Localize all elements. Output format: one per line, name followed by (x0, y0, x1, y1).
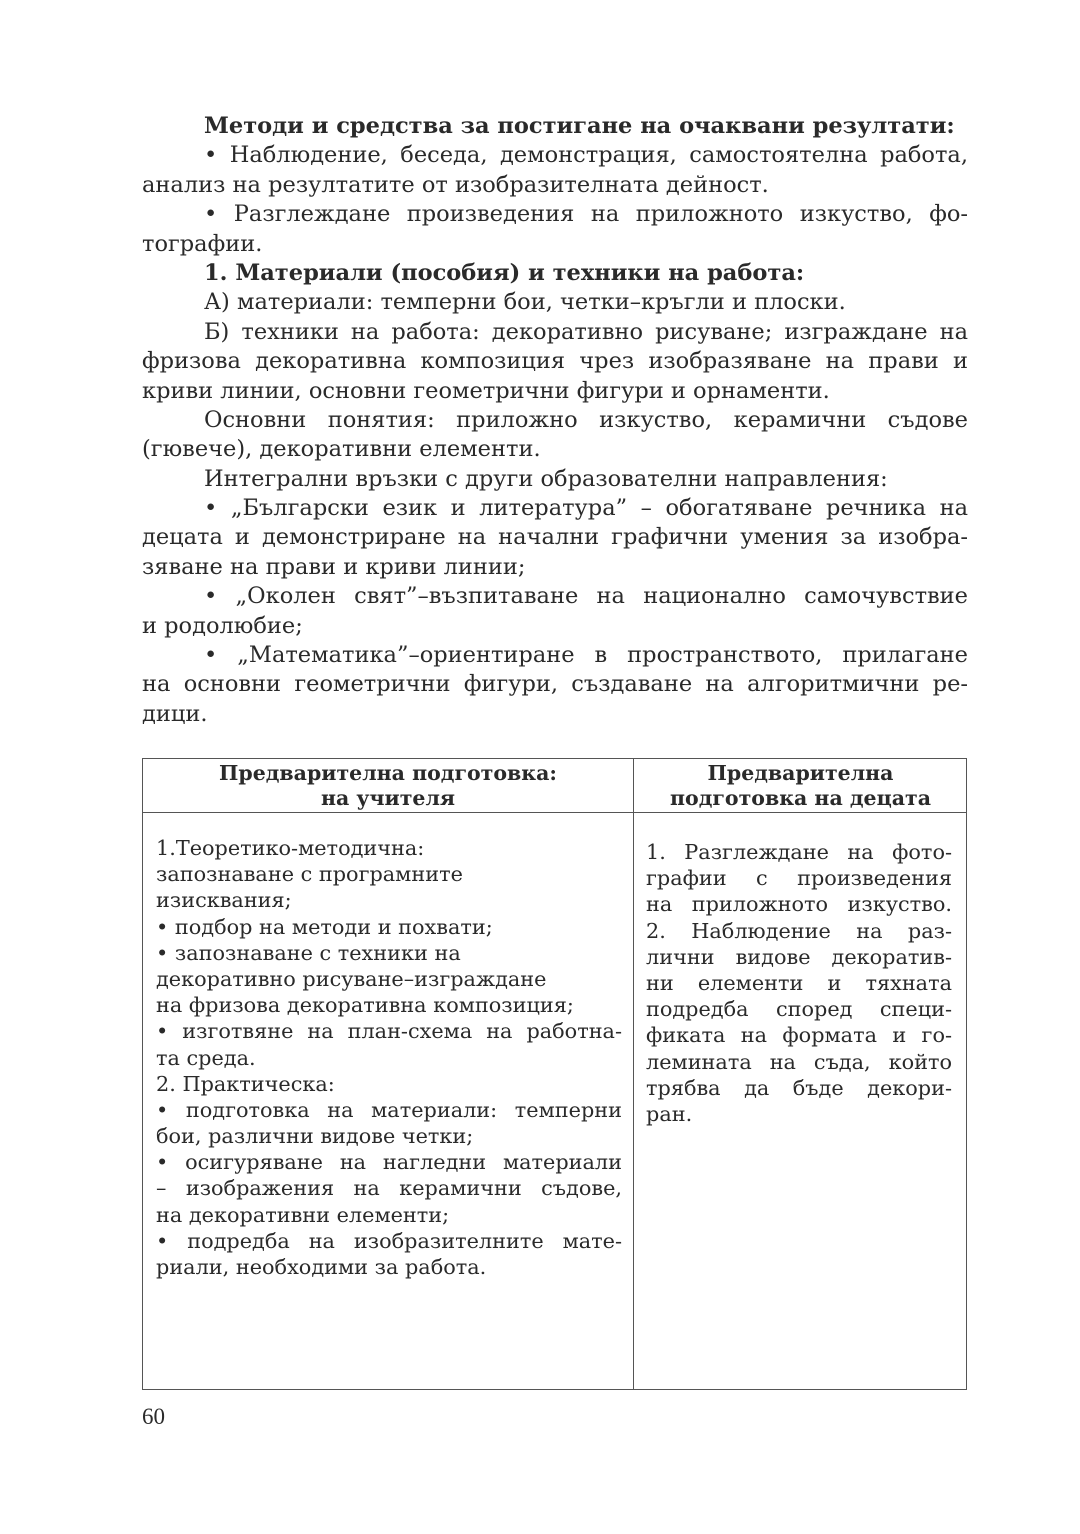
teacher-line: 2. Практическа: (156, 1071, 335, 1096)
techniques-line-3: криви линии, основни геометрични фигури и орнаменти. (142, 377, 830, 404)
methods-item-2-line-2: тографии. (142, 230, 263, 257)
header-teacher-line-1: Предварителна подготовка: (219, 761, 557, 785)
children-line: трябва да бъде декори- (646, 1075, 952, 1100)
children-line: лични видове декоратив- (646, 944, 952, 969)
children-line: фиката на формата и го- (646, 1023, 952, 1048)
teacher-line: • подредба на изобразителните мате- (156, 1228, 622, 1253)
teacher-line: изисквания; (156, 888, 292, 913)
teacher-line: запознаване с програмните (156, 862, 463, 887)
concepts-line-2: (гювече), декоративни елементи. (142, 436, 541, 463)
techniques-line-1: Б) техники на работа: декоративно рисуване; изграждане на (204, 318, 968, 345)
preparation-table (142, 758, 967, 1390)
children-line: графии с произведения (646, 866, 952, 891)
methods-item-1-line-1: • Наблюдение, беседа, демонстрация, самостоятелна работа, (204, 142, 968, 169)
methods-item-2-line-1: • Разглеждане произведения на приложното изкуство, фо- (204, 201, 968, 228)
teacher-line: декоративно рисуване–изграждане (156, 966, 547, 991)
header-children-line-1: Предварителна (707, 761, 894, 785)
concepts-line-1: Основни понятия: приложно изкуство, керамични съдове (204, 406, 968, 433)
children-line: лемината на съда, който (646, 1049, 952, 1074)
column-divider (633, 759, 634, 1389)
teacher-line: • подготовка на материали: темперни (156, 1097, 622, 1122)
children-cell (646, 839, 952, 1127)
teacher-line: – изображения на керамични съдове, (156, 1176, 622, 1201)
bg-line-3: зяване на прави и криви линии; (142, 553, 526, 580)
children-line: ни елементи и тяхната (646, 970, 952, 995)
page-body (142, 112, 968, 729)
page-number: 60 (142, 1404, 165, 1429)
children-line: 1. Разглеждане на фото- (646, 840, 952, 864)
children-line: ран. (646, 1101, 693, 1126)
materials-a: А) материали: темперни бои, четки–кръгли и плоски. (204, 289, 846, 316)
materials-heading: 1. Материали (пособия) и техники на работа: (204, 259, 805, 286)
teacher-line: 1.Теоретико-методична: (156, 836, 425, 860)
world-line-2: и родолюбие; (142, 612, 303, 639)
bg-line-1: • „Български език и литература” – обогатяване речника на (204, 495, 968, 522)
teacher-line: • изготвяне на план-схема на работна- (156, 1019, 622, 1044)
teacher-line: бои, различни видове четки; (156, 1124, 474, 1149)
teacher-line: • подбор на методи и похвати; (156, 914, 493, 939)
math-line-3: дици. (142, 700, 208, 727)
header-teacher (143, 761, 633, 810)
teacher-line: на декоративни елементи; (156, 1202, 450, 1227)
world-line-1: • „Околен свят”–възпитаване на национално самочувствие (204, 583, 968, 610)
header-divider (143, 812, 966, 813)
methods-item-1-line-2: анализ на резултатите от изобразителната дейност. (142, 171, 769, 198)
teacher-line: та среда. (156, 1045, 256, 1070)
teacher-line: на фризова декоративна композиция; (156, 993, 574, 1018)
children-line: подредба според специ- (646, 997, 952, 1022)
techniques-line-2: фризова декоративна композиция чрез изобразяване на прави и (142, 348, 968, 375)
teacher-cell (156, 835, 622, 1280)
teacher-line: • запознаване с техники на (156, 940, 461, 965)
teacher-line: риали, необходими за работа. (156, 1255, 487, 1279)
header-children (634, 761, 967, 810)
integral-heading: Интегрални връзки с други образователни направления: (204, 465, 888, 492)
methods-heading: Методи и средства за постигане на очаквани резултати: (204, 113, 955, 139)
bg-line-2: децата и демонстриране на начални графични умения за изобра- (142, 524, 968, 551)
children-line: 2. Наблюдение на раз- (646, 918, 952, 943)
math-line-2: на основни геометрични фигури, създаване на алгоритмични ре- (142, 671, 968, 698)
header-teacher-line-2: на учителя (320, 785, 456, 810)
math-line-1: • „Математика”–ориентиране в пространството, прилагане (204, 642, 968, 669)
teacher-line: • осигуряване на нагледни материали (156, 1150, 622, 1175)
header-children-line-2: подготовка на децата (670, 785, 931, 810)
children-line: на приложното изкуство. (646, 892, 952, 917)
